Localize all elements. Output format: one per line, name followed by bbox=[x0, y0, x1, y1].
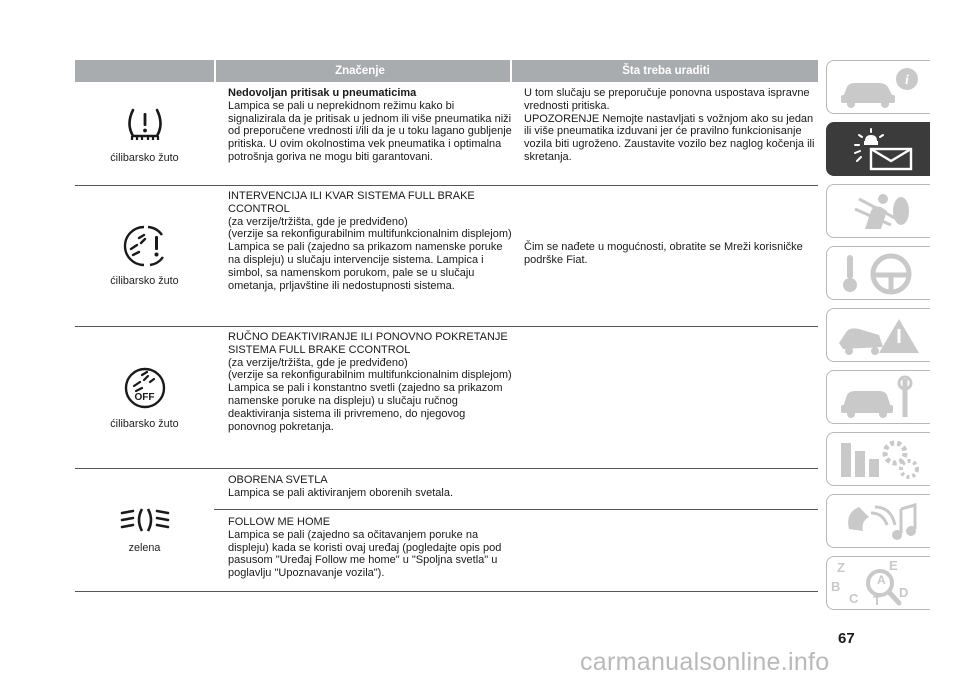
index-letter: A bbox=[877, 573, 886, 587]
index-letter: B bbox=[831, 579, 841, 594]
tab-multimedia[interactable] bbox=[826, 494, 930, 548]
tab-emergency[interactable] bbox=[826, 308, 930, 362]
page-number: 67 bbox=[838, 630, 855, 647]
row-action: Čim se nađete u mogućnosti, obratite se Mreži korisničke podrške Fiat. bbox=[524, 241, 803, 266]
row-description: OBORENA SVETLA Lampica se pali aktiviranjem oborenih svetala. bbox=[228, 474, 454, 499]
tire-pressure-icon bbox=[123, 104, 167, 144]
table-row bbox=[75, 82, 818, 186]
full-brake-control-fault-icon bbox=[122, 225, 168, 267]
low-beam-icon bbox=[120, 506, 170, 534]
color-label: ćilibarsko žuto bbox=[110, 151, 179, 164]
watermark: carmanualsonline.info bbox=[580, 648, 830, 676]
icon-off-text: OFF bbox=[134, 391, 155, 403]
tab-maintenance[interactable] bbox=[826, 370, 930, 424]
index-letter: D bbox=[899, 585, 909, 600]
warning-lights-icon bbox=[835, 127, 925, 173]
row-action: U tom slučaju se preporučuje ponovna uspostava ispravne vrednosti pritiska. UPOZORENJE Nemojte nastavljati s vožnjom ako su jedan ili više pneumatika izduvani jer će pravilno funkcionisanje vozila biti ugroženo. Zaustavite vozilo bez naglog kočenja ili skretanja. bbox=[524, 87, 815, 163]
car-info-icon bbox=[835, 65, 925, 111]
row-description: INTERVENCIJA ILI KVAR SISTEMA FULL BRAKE CCONTROL (za verzije/tržišta, gde je predviđeno) (verzije sa rekonfigurabilnim multifunkcionalnim displejom) Lampica se pali (zajedno sa prikazom namenske poruke na displeju) u slučaju intervencije sistema. Lampica i simbol, sa namenskom porukom, pale se u slučaju ometanja, prljavštine ili nedostupnosti sistema. bbox=[228, 190, 512, 292]
color-label: ćilibarsko žuto bbox=[110, 417, 179, 430]
tab-index[interactable] bbox=[826, 556, 930, 610]
table-row bbox=[75, 327, 818, 469]
warning-lights-table bbox=[75, 60, 818, 580]
technical-data-icon bbox=[835, 437, 925, 483]
table-header bbox=[75, 60, 818, 82]
row-description: RUČNO DEAKTIVIRANJE ILI PONOVNO POKRETANJE SISTEMA FULL BRAKE CCONTROL (za verzije/tržišta, gde je predviđeno) (verzije sa rekonfigurabilnim multifunkcionalnim displejom) Lampica se pali i konstantno svetli (zajedno sa prikazom namenske poruke na displeju) u slučaju ručnog deaktiviranja sistema ili privremeno, do njegovog ponovnog pokretanja. bbox=[228, 331, 512, 433]
header-meaning: Značenje bbox=[335, 65, 385, 77]
starting-driving-icon bbox=[835, 251, 925, 297]
index-letter: Z bbox=[837, 560, 845, 575]
row-description: Lampica se pali u neprekidnom režimu kako bi signalizirala da je pritisak u jednom ili više pneumatika niži od preporučene vrednosti i/ili da je u toku lagano gubljenje pritiska. U ovim okolnostima vek pneumatika i optimalna potrošnja goriva ne mogu biti garantovani. bbox=[228, 99, 512, 163]
multimedia-icon bbox=[835, 499, 925, 545]
header-action: Šta treba uraditi bbox=[622, 65, 710, 77]
row-title: Nedovoljan pritisak u pneumaticima bbox=[228, 87, 417, 99]
table-row bbox=[75, 186, 818, 327]
index-letter: C bbox=[849, 591, 859, 606]
row-description-follow-me-home: FOLLOW ME HOME Lampica se pali (zajedno sa očitavanjem poruke na displeju) kada se koristi ovaj uređaj (pogledajte opis pod pasusom "Uređaj Follow me home" u "Spoljna svetla" u poglavlju "Upoznavanje vozila"). bbox=[228, 516, 502, 580]
color-label: zelena bbox=[128, 542, 161, 554]
svg-text:i: i bbox=[905, 73, 909, 88]
full-brake-control-off-icon bbox=[122, 366, 168, 410]
emergency-icon bbox=[835, 313, 925, 359]
tab-safety[interactable] bbox=[826, 184, 930, 238]
index-letter: E bbox=[889, 558, 898, 573]
maintenance-icon bbox=[835, 375, 925, 421]
tab-car-info[interactable] bbox=[826, 60, 930, 114]
color-label: ćilibarsko žuto bbox=[110, 275, 179, 287]
safety-airbag-icon bbox=[835, 189, 925, 235]
table-row bbox=[75, 469, 818, 592]
index-letter: T bbox=[873, 593, 881, 608]
tab-warning-lights[interactable] bbox=[826, 122, 930, 176]
tab-technical-data[interactable] bbox=[826, 432, 930, 486]
tab-starting-driving[interactable] bbox=[826, 246, 930, 300]
